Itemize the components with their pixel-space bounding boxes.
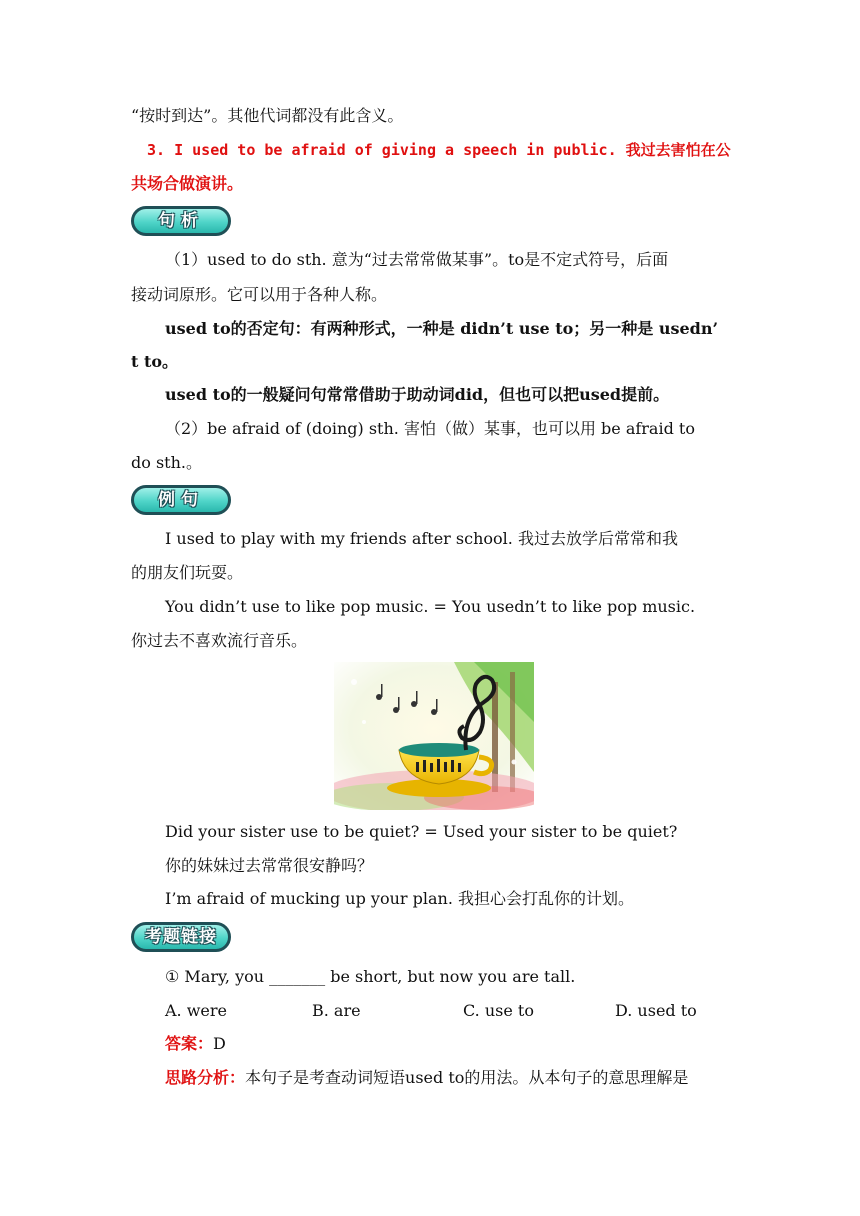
badge-exam-link: 考题链接 [131,922,231,952]
text-line: used to的一般疑问句常常借助于助动词did，但也可以把used提前。 [165,385,670,404]
example-line: 你过去不喜欢流行音乐。 [131,631,308,650]
answer-value: D [213,1034,226,1053]
text-line: do sth.。 [131,453,202,472]
answer-label: 答案： [165,1034,214,1053]
text-line: （1）used to do sth. 意为“过去常常做某事”。to是不定式符号，后面 [165,250,669,269]
text-line: t to。 [131,352,179,371]
example-line: I’m afraid of mucking up your plan. 我担心会打乱你的计划。 [165,889,635,908]
option-a: A. were [165,1001,228,1020]
answer-line [165,1034,226,1054]
example-line: Did your sister use to be quiet? = Used your sister to be quiet? [165,822,678,841]
example-line: 的朋友们玩耍。 [131,563,244,582]
option-b: B. are [312,1001,361,1020]
sentence-heading-cont: 共场合做演讲。 [131,174,244,193]
text-line: 接动词原形。它可以用于各种人称。 [131,285,388,304]
option-d: D. used to [615,1001,697,1020]
badge-examples: 例句 [131,485,231,515]
analysis-line [165,1068,688,1088]
sentence-heading-text: 3. I used to be afraid of giving a speech in public. 我过去害怕在公 [147,141,731,159]
badge-sentence-analysis: 句析 [131,206,231,236]
sentence-heading [147,140,731,160]
analysis-label: 思路分析： [165,1068,246,1087]
example-line: You didn’t use to like pop music. = You usedn’t to like pop music. [165,597,696,616]
example-line: I used to play with my friends after school. 我过去放学后常常和我 [165,529,678,548]
text-line: “按时到达”。其他代词都没有此含义。 [131,106,404,125]
analysis-text: 本句子是考查动词短语used to的用法。从本句子的意思理解是 [245,1068,689,1087]
music-cup-illustration [334,662,534,810]
text-line: used to的否定句：有两种形式，一种是 didn’t use to；另一种是 usedn’ [165,319,719,338]
example-line: 你的妹妹过去常常很安静吗？ [165,856,374,875]
option-c: C. use to [463,1001,534,1020]
question-stem: ① Mary, you _______ be short, but now you are tall. [165,967,576,986]
text-line: （2）be afraid of (doing) sth. 害怕（做）某事，也可以用 be afraid to [165,419,695,438]
